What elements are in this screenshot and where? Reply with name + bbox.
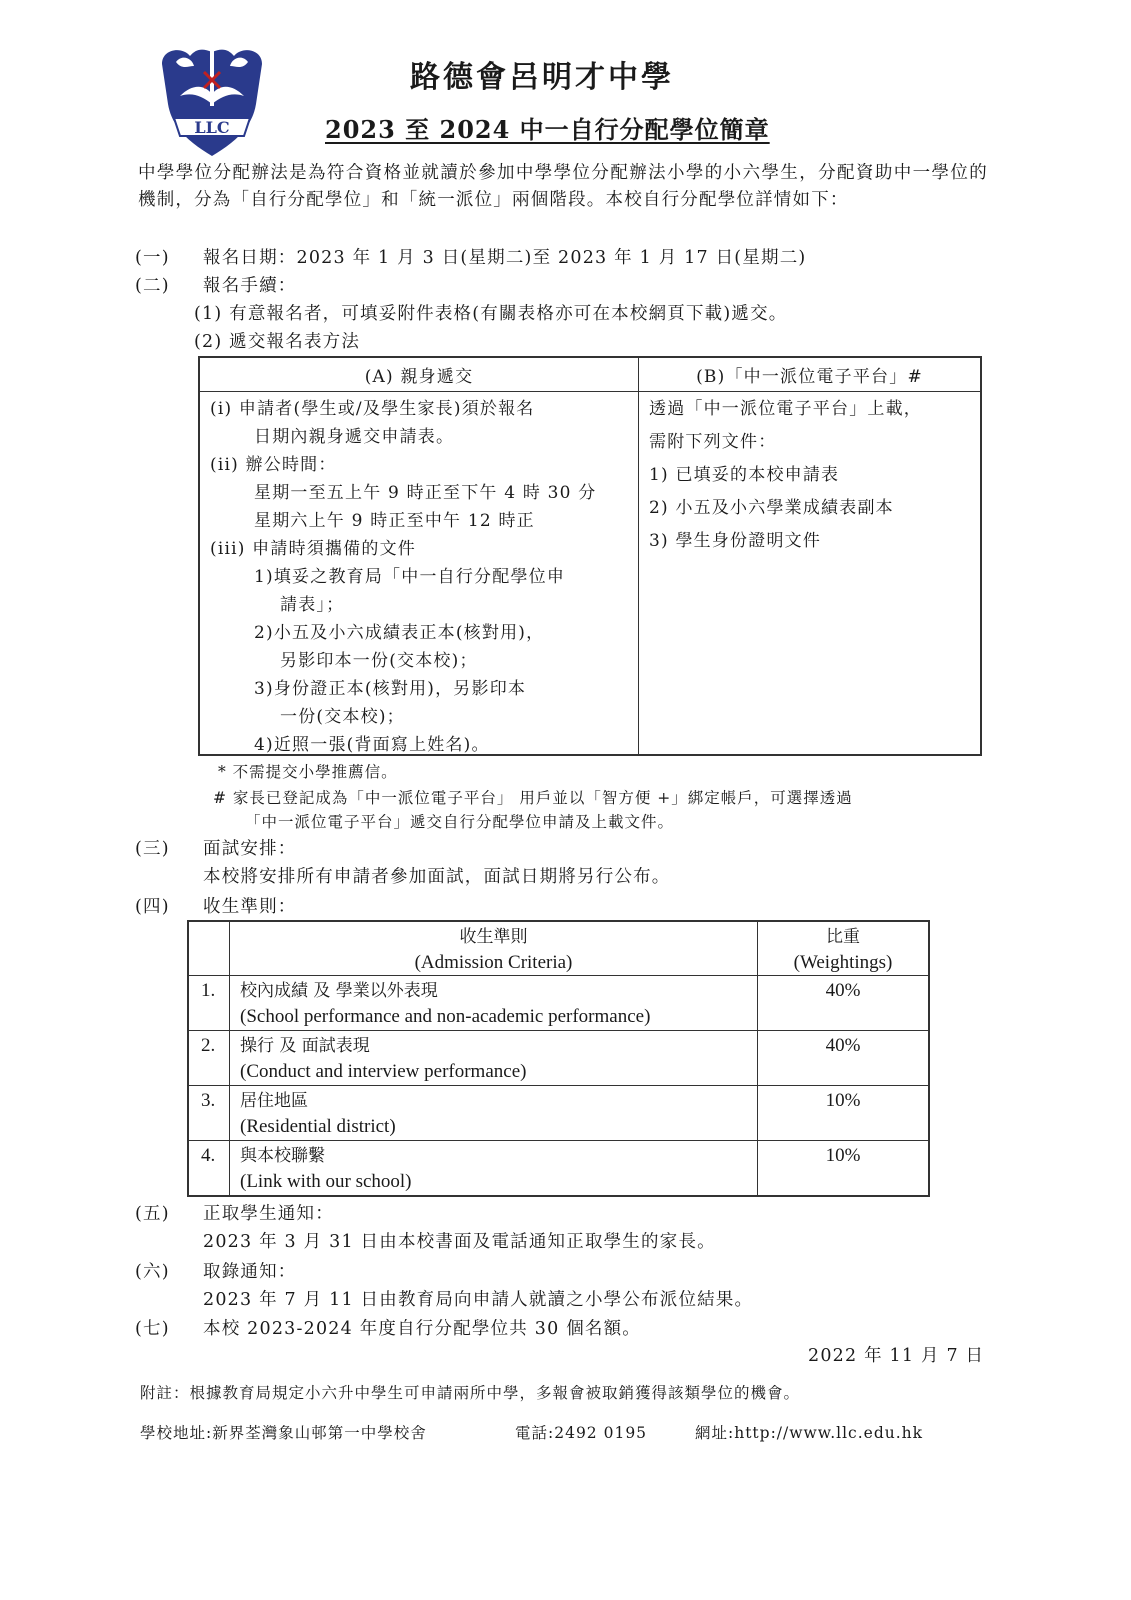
section-title: 收生準則： <box>203 897 297 917</box>
weight-header <box>758 921 930 976</box>
table-row <box>188 1141 929 1197</box>
col-a-line: (iii) 申請時須攜備的文件 <box>210 539 416 559</box>
row-weight: 40% <box>758 1031 930 1086</box>
weight-header-zh: 比重 <box>826 927 860 947</box>
section-title: 取錄通知： <box>203 1262 297 1282</box>
submission-method-table <box>198 356 982 756</box>
col-a-line: 一份(交本校)； <box>280 707 405 727</box>
row-index: 1. <box>188 976 230 1031</box>
col-a-line: (i) 申請者(學生或/及學生家長)須於報名 <box>210 399 535 419</box>
column-b-content <box>639 392 982 756</box>
section-title: 正取學生通知： <box>203 1204 334 1224</box>
logo-text: LLC <box>194 118 230 137</box>
school-address: 學校地址:新界荃灣象山邨第一中學校舍 <box>140 1424 427 1442</box>
school-name: 路德會呂明才中學 <box>410 60 674 95</box>
section-number: (三) <box>135 839 170 859</box>
criteria-en: (School performance and non-academic performance) <box>240 1006 651 1027</box>
criteria-en: (Conduct and interview performance) <box>240 1061 527 1082</box>
col-b-line: 1) 已填妥的本校申請表 <box>649 465 840 485</box>
row-weight: 10% <box>758 1086 930 1141</box>
section-title: 面試安排： <box>203 839 297 859</box>
criteria-en: (Residential district) <box>240 1116 396 1137</box>
row-index: 2. <box>188 1031 230 1086</box>
section-number: (五) <box>135 1204 170 1224</box>
criteria-header-en: (Admission Criteria) <box>414 952 573 973</box>
intro-paragraph: 中學學位分配辦法是為符合資格並就讀於參加中學學位分配辦法小學的小六學生，分配資助中一學位的機制，分為「自行分配學位」和「統一派位」兩個階段。本校自行分配學位詳情如下： <box>138 163 988 210</box>
column-a-header: (A) 親身遞交 <box>199 357 639 392</box>
section-text: 報名日期：2023 年 1 月 3 日(星期二)至 2023 年 1 月 17 日(星期二) <box>203 248 807 268</box>
school-logo <box>152 44 272 159</box>
section-number: (六) <box>135 1262 170 1282</box>
document-title: 2023 至 2024 中一自行分配學位簡章 <box>325 115 770 144</box>
section-3-text: 本校將安排所有申請者參加面試，面試日期將另行公布。 <box>203 867 671 887</box>
section-text: 本校 2023-2024 年度自行分配學位共 30 個名額。 <box>203 1319 642 1339</box>
col-a-line: 星期一至五上午 9 時正至下午 4 時 30 分 <box>254 483 597 503</box>
criteria-zh: 操行 及 面試表現 <box>240 1036 370 1056</box>
row-criteria <box>230 976 758 1031</box>
row-weight: 40% <box>758 976 930 1031</box>
col-a-line: 另影印本一份(交本校)； <box>280 651 478 671</box>
remark: 附註：根據教育局規定小六升中學生可申請兩所中學，多報會被取銷獲得該類學位的機會。 <box>140 1384 801 1402</box>
row-index: 4. <box>188 1141 230 1197</box>
section-number: (一) <box>135 248 170 268</box>
index-header <box>188 921 230 976</box>
section-2-point-2: (2) 遞交報名表方法 <box>194 332 361 352</box>
section-number: (四) <box>135 897 170 917</box>
col-b-line: 2) 小五及小六學業成績表副本 <box>649 498 894 518</box>
table-row <box>188 1031 929 1086</box>
note-hash-line-2: 「中一派位電子平台」遞交自行分配學位申請及上載文件。 <box>245 813 675 831</box>
section-2-point-1: (1) 有意報名者，可填妥附件表格(有關表格亦可在本校網頁下載)遞交。 <box>194 304 788 324</box>
column-a-content <box>199 392 639 756</box>
section-5-text: 2023 年 3 月 31 日由本校書面及電話通知正取學生的家長。 <box>203 1232 716 1252</box>
col-b-line: 3) 學生身份證明文件 <box>649 531 822 551</box>
row-criteria <box>230 1031 758 1086</box>
col-a-line: 3)身份證正本(核對用)，另影印本 <box>254 679 527 699</box>
table-row <box>188 976 929 1031</box>
criteria-header <box>230 921 758 976</box>
criteria-zh: 與本校聯繫 <box>240 1146 325 1166</box>
criteria-en: (Link with our school) <box>240 1171 412 1192</box>
row-criteria <box>230 1086 758 1141</box>
section-number: (七) <box>135 1319 170 1339</box>
section-6-text: 2023 年 7 月 11 日由教育局向申請人就讀之小學公布派位結果。 <box>203 1290 754 1310</box>
col-a-line: 2)小五及小六成績表正本(核對用)， <box>254 623 545 643</box>
criteria-zh: 校內成績 及 學業以外表現 <box>240 981 438 1001</box>
col-a-line: 日期內親身遞交申請表。 <box>254 427 455 447</box>
school-website[interactable]: 網址:http://www.llc.edu.hk <box>695 1424 924 1442</box>
document-date: 2022 年 11 月 7 日 <box>808 1346 985 1366</box>
row-criteria <box>230 1141 758 1197</box>
col-a-line: 星期六上午 9 時正至中午 12 時正 <box>254 511 535 531</box>
col-a-line: 請表」； <box>280 595 345 615</box>
row-weight: 10% <box>758 1141 930 1197</box>
criteria-zh: 居住地區 <box>240 1091 308 1111</box>
column-b-header: (B)「中一派位電子平台」# <box>639 357 982 392</box>
col-a-line: 1)填妥之教育局「中一自行分配學位申 <box>254 567 566 587</box>
note-hash-line-1: # 家長已登記成為「中一派位電子平台」 用戶並以「智方便 +」綁定帳戶，可選擇透過 <box>213 789 853 807</box>
section-number: (二) <box>135 276 170 296</box>
weight-header-en: (Weightings) <box>793 952 893 973</box>
col-b-line: 透過「中一派位電子平台」上載， <box>649 399 922 419</box>
school-phone: 電話:2492 0195 <box>515 1424 648 1442</box>
admission-criteria-table <box>187 920 930 1197</box>
col-b-line: 需附下列文件： <box>649 432 777 452</box>
col-a-line: 4)近照一張(背面寫上姓名)。 <box>254 735 490 755</box>
criteria-header-zh: 收生準則 <box>459 927 528 947</box>
row-index: 3. <box>188 1086 230 1141</box>
col-a-line: (ii) 辦公時間： <box>210 455 337 475</box>
section-title: 報名手續： <box>203 276 297 296</box>
table-row <box>188 1086 929 1141</box>
note-star: * 不需提交小學推薦信。 <box>218 763 398 781</box>
